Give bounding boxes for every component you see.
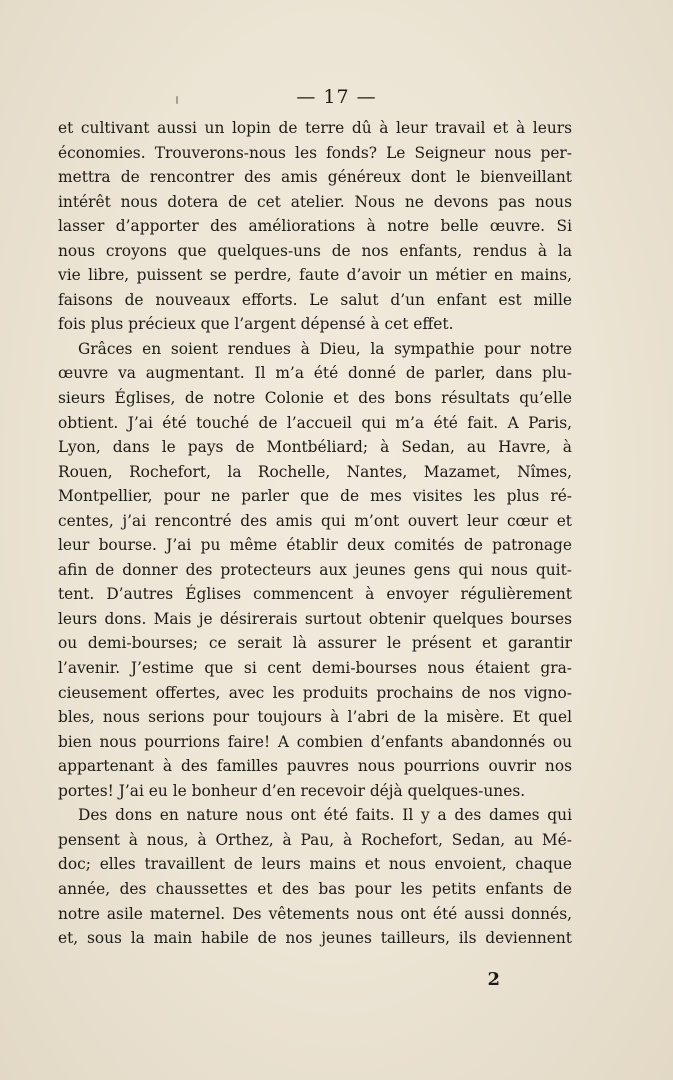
text-line: afin de donner des protecteurs aux jeunes gens qui nous quit- [58, 560, 572, 579]
text-line: Lyon, dans le pays de Montbéliard; à Sedan, au Havre, à [58, 438, 572, 457]
text-line: leur bourse. J’ai pu même établir deux comités de patronage [58, 536, 572, 555]
text-line: mettra de rencontrer des amis généreux dont le bienveillant [58, 168, 572, 187]
text-line: économies. Trouverons-nous les fonds? Le Seigneur nous per- [58, 143, 572, 162]
text-line: vie libre, puissent se perdre, faute d’avoir un métier en mains, [58, 266, 572, 285]
body-text [58, 116, 572, 951]
text-line: Des dons en nature nous ont été faits. Il y a des dames qui [78, 806, 572, 825]
text-line: Grâces en soient rendues à Dieu, la sympathie pour notre [78, 339, 572, 358]
text-line: œuvre va augmentant. Il m’a été donné de parler, dans plu- [58, 364, 572, 383]
text-line: notre asile maternel. Des vêtements nous ont été aussi donnés, [58, 904, 572, 923]
text-line: obtient. J’ai été touché de l’accueil qui m’a été fait. A Paris, [58, 413, 572, 432]
text-line: appartenant à des familles pauvres nous pourrions ouvrir nos [58, 757, 572, 776]
text-line: et cultivant aussi un lopin de terre dû à leur travail et à leurs [58, 119, 572, 137]
text-line: doc; elles travaillent de leurs mains et nous envoient, chaque [58, 855, 572, 874]
text-line: portes! J’ai eu le bonheur d’en recevoir déjà quelques-unes. [58, 781, 526, 800]
text-line: cieusement offertes, avec les produits prochains de nos vigno- [58, 683, 572, 702]
text-line: leurs dons. Mais je désirerais surtout obtenir quelques bourses [58, 609, 572, 628]
text-line: et, sous la main habile de nos jeunes tailleurs, ils deviennent [58, 929, 572, 948]
text-line: l’avenir. J’estime que si cent demi-bourses nous étaient gra- [58, 659, 572, 678]
text-line: Montpellier, pour ne parler que de mes visites les plus ré- [58, 487, 572, 506]
signature-mark: 2 [487, 969, 500, 990]
text-line: nous croyons que quelques-uns de nos enfants, rendus à la [58, 241, 572, 260]
text-line: centes, j’ai rencontré des amis qui m’ont ouvert leur cœur et [58, 511, 572, 530]
text-line: tent. D’autres Églises commencent à envoyer régulièrement [58, 585, 572, 604]
text-line: Rouen, Rochefort, la Rochelle, Nantes, Mazamet, Nîmes, [58, 462, 572, 481]
text-line: pensent à nous, à Orthez, à Pau, à Rochefort, Sedan, au Mé- [58, 830, 572, 849]
text-line: fois plus précieux que l’argent dépensé à cet effet. [58, 315, 454, 334]
text-line: faisons de nouveaux efforts. Le salut d’un enfant est mille [58, 290, 572, 309]
text-line: sieurs Églises, de notre Colonie et des bons résultats qu’elle [58, 389, 572, 408]
text-line: lasser d’apporter des améliorations à notre belle œuvre. Si [58, 217, 572, 236]
text-line: intérêt nous dotera de cet atelier. Nous ne devons pas nous [58, 192, 572, 211]
page-number: — 17 — [296, 86, 377, 108]
text-line: ou demi-bourses; ce serait là assurer le présent et garantir [58, 634, 572, 653]
text-line: bles, nous serions pour toujours à l’abri de la misère. Et quel [58, 708, 572, 727]
text-line: bien nous pourrions faire! A combien d’enfants abandonnés ou [58, 732, 572, 751]
text-line: année, des chaussettes et des bas pour les petits enfants de [58, 879, 572, 898]
